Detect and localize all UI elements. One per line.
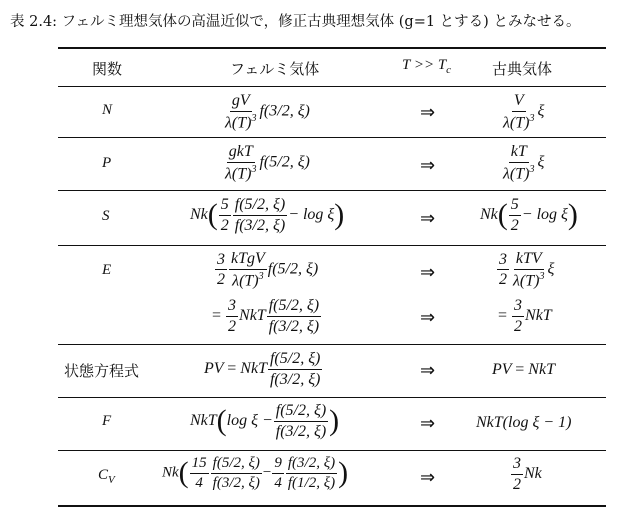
fermi-F: NkT(log ξ − $\frac{f(5/2, \xi)}{f(3/2, \xi)}$ ) xyxy=(190,402,340,440)
row-label-F: F xyxy=(102,413,112,429)
row-label-Cv: $C_V$ xyxy=(98,467,115,486)
header-fermi-gas: フェルミ気体 xyxy=(230,60,320,78)
classical-N: $\frac{V}{\lambda(T)^3}$ ξ xyxy=(503,92,545,131)
top-rule xyxy=(58,47,606,49)
classical-E-line1: $\frac{3}{2}$ $\frac{\text{kTV}}{\lambda(T)^3}$ ξ xyxy=(499,250,555,289)
fermi-state-eq: PV = NkT $\frac{f(5/2, \xi)}{f(3/2, \xi)}$ xyxy=(204,350,321,388)
fermi-N: $\frac{gV}{\lambda(T)^3}$ f(3/2, ξ) xyxy=(225,92,310,131)
row-label-N: N xyxy=(102,102,113,118)
row-rule xyxy=(58,190,606,191)
arrow-P: ⇒ xyxy=(420,155,436,176)
bottom-rule xyxy=(58,505,606,507)
header-function: 関数 xyxy=(92,60,123,78)
classical-state-eq: PV = NkT xyxy=(492,361,555,378)
arrow-S: ⇒ xyxy=(420,208,436,229)
row-label-E: E xyxy=(102,262,112,278)
arrow-E2: ⇒ xyxy=(420,307,436,328)
row-rule xyxy=(58,245,606,246)
header-rule xyxy=(58,86,606,87)
row-rule xyxy=(58,137,606,138)
arrow-N: ⇒ xyxy=(420,102,436,123)
classical-Cv: $\frac{3}{2}$ Nk xyxy=(513,455,542,493)
arrow-E1: ⇒ xyxy=(420,262,436,283)
fermi-P: $\frac{\text{gkT}}{\lambda(T)^3}$ f(5/2, ξ) xyxy=(225,143,310,182)
arrow-F: ⇒ xyxy=(420,413,436,434)
arrow-Cv: ⇒ xyxy=(420,467,436,488)
header-classical-gas: 古典気体 xyxy=(492,60,553,78)
fermi-E-line1: $\frac{3}{2}$ $\frac{\text{kTgV}}{\lambda(T)^3}$ f(5/2, ξ) xyxy=(217,250,319,289)
classical-F: NkT(log ξ − 1) xyxy=(476,414,572,431)
fermi-S: Nk( $\frac{5}{2}$ $\frac{f(5/2, \xi)}{f(3/2, \xi)}$ − log ξ) xyxy=(190,196,345,234)
row-label-state-eq: 状態方程式 xyxy=(64,362,140,380)
arrow-state-eq: ⇒ xyxy=(420,360,436,381)
header-high-temp: $T >> T_c$ xyxy=(402,57,452,76)
row-rule xyxy=(58,344,606,345)
classical-S: Nk( $\frac{5}{2}$ − log ξ) xyxy=(480,196,578,234)
classical-P: $\frac{kT}{\lambda(T)^3}$ ξ xyxy=(503,143,545,182)
table-caption: 表 2.4: フェルミ理想気体の高温近似で，修正古典理想気体 (g=1 とする) とみなせる。 xyxy=(10,14,581,30)
row-rule xyxy=(58,397,606,398)
row-label-P: P xyxy=(102,155,112,171)
fermi-E-line2: = $\frac{3}{2}$ NkT $\frac{f(5/2, \xi)}{f(3/2, \xi)}$ xyxy=(212,297,320,335)
classical-E-line2: = $\frac{3}{2}$ NkT xyxy=(498,297,552,335)
fermi-Cv: Nk( $\frac{15}{4}$ $\frac{f(5/2, \xi)}{f(3/2, \xi)}$ − $\frac{9}{4}$ $\frac{f(3/2, \xi)}{f(1/2, \xi)}$ ) xyxy=(162,455,349,491)
row-label-S: S xyxy=(102,208,110,224)
row-rule xyxy=(58,450,606,451)
